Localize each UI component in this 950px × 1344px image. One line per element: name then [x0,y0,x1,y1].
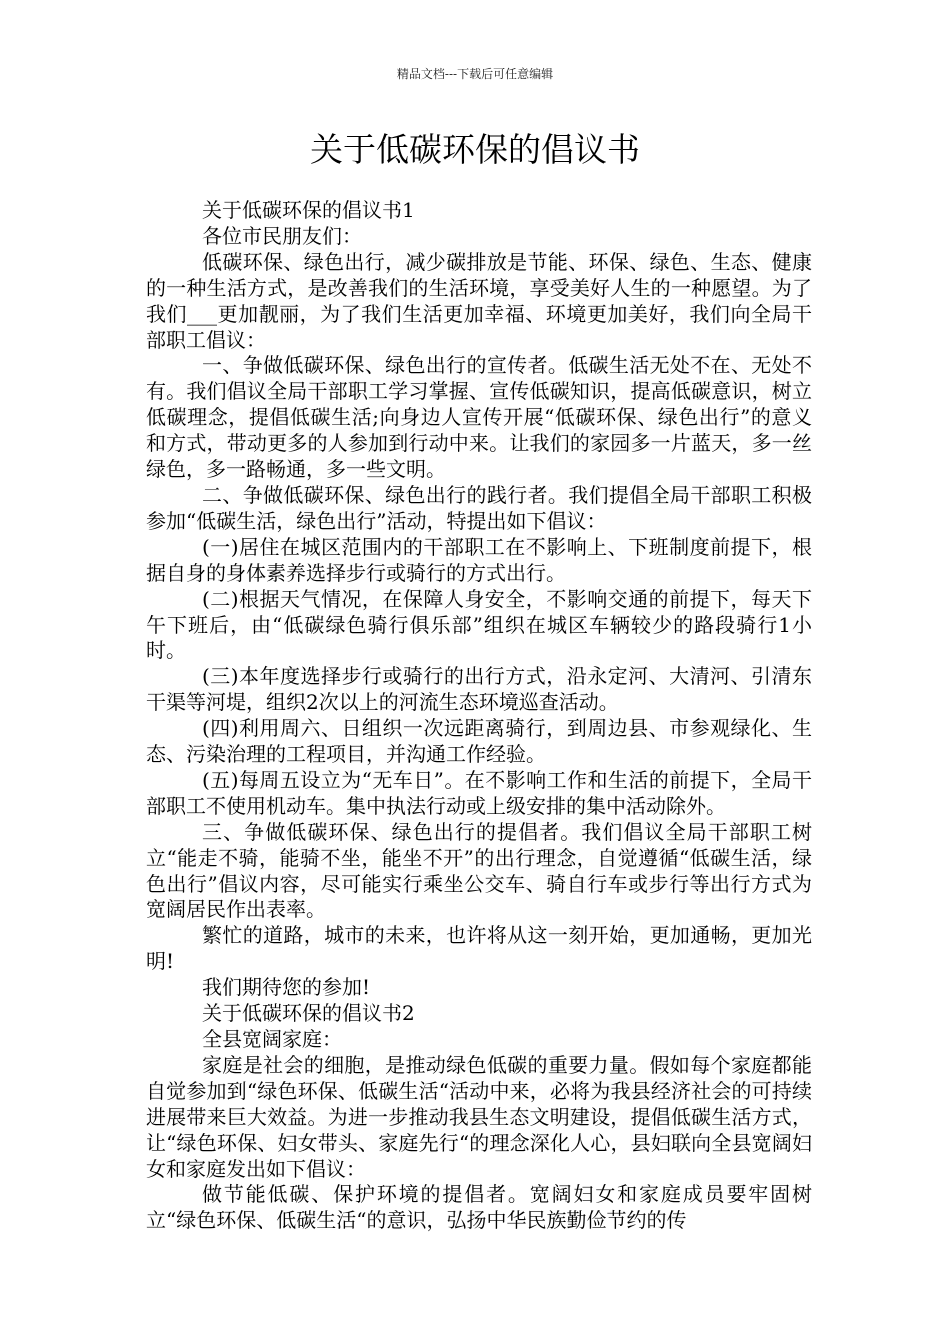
paragraph: 低碳环保、绿色出行，减少碳排放是节能、环保、绿色、生态、健康的一种生活方式，是改善我们的生活环境，享受美好人生的一种愿望。为了我们___更加靓丽，为了我们生活更加幸福、环境更加美好，我们向全局干部职工倡议： [146,249,812,352]
document-title: 关于低碳环保的倡议书 [310,130,640,169]
paragraph: 三、争做低碳环保、绿色出行的提倡者。我们倡议全局干部职工树立“能走不骑，能骑不坐，能坐不开”的出行理念，自觉遵循“低碳生活，绿色出行”倡议内容，尽可能实行乘坐公交车、骑自行车或步行等出行方式为宽阔居民作出表率。 [146,819,812,922]
paragraph: (五)每周五设立为“无车日”。在不影响工作和生活的前提下，全局干部职工不使用机动车。集中执法行动或上级安排的集中活动除外。 [146,767,812,818]
paragraph: (二)根据天气情况，在保障人身安全，不影响交通的前提下，每天下午下班后，由“低碳绿色骑行俱乐部”组织在城区车辆较少的路段骑行1小时。 [146,586,812,663]
paragraph: (一)居住在城区范围内的干部职工在不影响上、下班制度前提下，根据自身的身体素养选择步行或骑行的方式出行。 [146,534,812,585]
paragraph: (三)本年度选择步行或骑行的出行方式，沿永定河、大清河、引清东干渠等河堤，组织2次以上的河流生态环境巡查活动。 [146,664,812,715]
paragraph: 一、争做低碳环保、绿色出行的宣传者。低碳生活无处不在、无处不有。我们倡议全局干部职工学习掌握、宣传低碳知识，提高低碳意识，树立低碳理念，提倡低碳生活;向身边人宣传开展“低碳环保、绿色出行”的意义和方式，带动更多的人参加到行动中来。让我们的家园多一片蓝天，多一丝绿色，多一路畅通，多一些文明。 [146,353,812,482]
header-note: 精品文档---下载后可任意编辑 [396,67,554,81]
paragraph: 做节能低碳、保护环境的提倡者。宽阔妇女和家庭成员要牢固树立“绿色环保、低碳生活“的意识，弘扬中华民族勤俭节约的传 [146,1182,812,1233]
document-body [146,198,812,1234]
paragraph-salutation-2: 全县宽阔家庭： [202,1027,342,1051]
paragraph-subtitle-2: 关于低碳环保的倡议书2 [202,1001,415,1026]
paragraph: 二、争做低碳环保、绿色出行的践行者。我们提倡全局干部职工积极参加“低碳生活，绿色出行”活动，特提出如下倡议： [146,482,812,533]
paragraph: 繁忙的道路，城市的未来，也许将从这一刻开始，更加通畅，更加光明! [146,923,812,974]
paragraph-subtitle-1: 关于低碳环保的倡议书1 [202,198,415,222]
paragraph: 我们期待您的参加! [202,975,371,1000]
paragraph-salutation-1: 各位市民朋友们： [202,223,362,248]
paragraph: 家庭是社会的细胞，是推动绿色低碳的重要力量。假如每个家庭都能自觉参加到“绿色环保、低碳生活“活动中来，必将为我县经济社会的可持续进展带来巨大效益。为进一步推动我县生态文明建设，提倡低碳生活方式，让“绿色环保、妇女带头、家庭先行“的理念深化人心，县妇联向全县宽阔妇女和家庭发出如下倡议： [146,1052,812,1181]
paragraph: (四)利用周六、日组织一次远距离骑行，到周边县、市参观绿化、生态、污染治理的工程项目，并沟通工作经验。 [146,716,812,767]
